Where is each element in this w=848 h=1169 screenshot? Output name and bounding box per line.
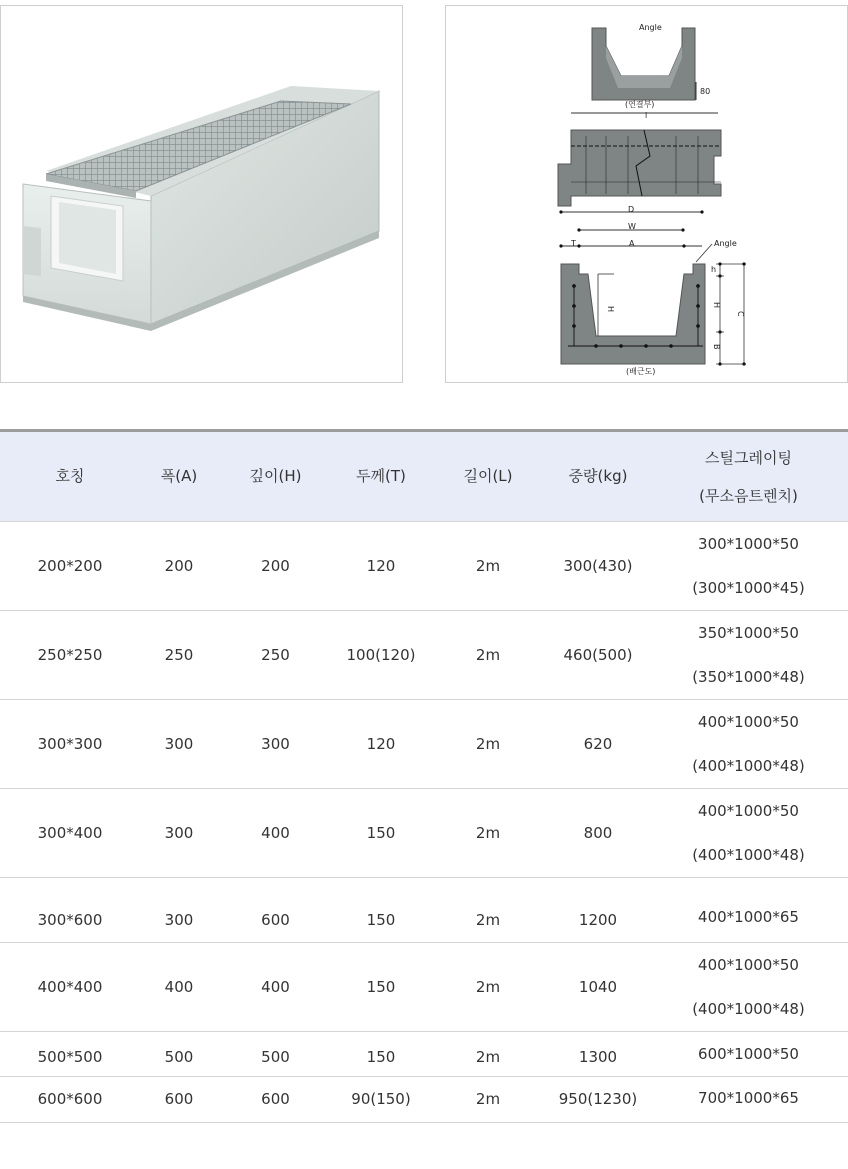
grating-line: (350*1000*48) xyxy=(692,668,805,686)
table-row xyxy=(0,1032,848,1077)
grating-line: (300*1000*45) xyxy=(692,579,805,597)
cell-width: 600 xyxy=(140,1077,218,1123)
cell-length: 2m xyxy=(429,878,547,943)
cell-length: 2m xyxy=(429,1077,547,1123)
dim-h-small-label: h xyxy=(711,265,717,274)
cell-width: 250 xyxy=(140,611,218,700)
cell-thickness: 150 xyxy=(333,1032,429,1077)
cell-weight: 460(500) xyxy=(547,611,649,700)
cell-thickness: 120 xyxy=(333,522,429,611)
cell-weight: 1300 xyxy=(547,1032,649,1077)
cell-depth: 250 xyxy=(218,611,333,700)
cell-name: 300*300 xyxy=(0,700,140,789)
cell-length: 2m xyxy=(429,789,547,878)
table-row xyxy=(0,700,848,789)
caption-bottom: (배근도) xyxy=(626,367,656,376)
cell-width: 300 xyxy=(140,700,218,789)
grating-line: (400*1000*48) xyxy=(692,757,805,775)
cell-name: 400*400 xyxy=(0,943,140,1032)
cell-width: 200 xyxy=(140,522,218,611)
cell-depth: 600 xyxy=(218,878,333,943)
header-row xyxy=(0,431,848,522)
cell-grating xyxy=(649,522,848,611)
cell-depth: 200 xyxy=(218,522,333,611)
cell-depth: 600 xyxy=(218,1077,333,1123)
cell-length: 2m xyxy=(429,611,547,700)
dim-t-label: T xyxy=(571,239,576,248)
dim-l-label: l xyxy=(645,111,648,120)
cell-grating xyxy=(649,611,848,700)
cell-grating xyxy=(649,1032,848,1077)
grating-line: 400*1000*50 xyxy=(698,956,799,974)
cell-grating xyxy=(649,789,848,878)
header-weight: 중량(kg) xyxy=(547,431,649,522)
cell-length: 2m xyxy=(429,1032,547,1077)
table-row xyxy=(0,789,848,878)
cell-weight: 1200 xyxy=(547,878,649,943)
header-thickness: 두께(T) xyxy=(333,431,429,522)
cell-grating xyxy=(649,700,848,789)
table-row xyxy=(0,943,848,1032)
cell-width: 300 xyxy=(140,878,218,943)
cell-depth: 400 xyxy=(218,789,333,878)
trench-section-diagram xyxy=(446,6,848,383)
header-grating-line1: 스틸그레이팅 xyxy=(705,448,792,467)
cell-thickness: 150 xyxy=(333,878,429,943)
dim-d-label: D xyxy=(628,205,635,214)
cell-name: 300*400 xyxy=(0,789,140,878)
cell-thickness: 150 xyxy=(333,789,429,878)
cell-grating xyxy=(649,943,848,1032)
cell-depth: 400 xyxy=(218,943,333,1032)
header-grating-line2: (무소음트렌치) xyxy=(699,486,798,505)
spec-table-body xyxy=(0,522,848,1123)
cell-thickness: 120 xyxy=(333,700,429,789)
dim-b-label: B xyxy=(712,344,721,350)
grating-line: 700*1000*65 xyxy=(698,1088,799,1107)
grating-line: 400*1000*50 xyxy=(698,713,799,731)
header-width: 폭(A) xyxy=(140,431,218,522)
dim-h-label: H xyxy=(606,306,615,313)
cell-name: 300*600 xyxy=(0,878,140,943)
cell-name: 200*200 xyxy=(0,522,140,611)
cell-width: 400 xyxy=(140,943,218,1032)
dim-80-label: 80 xyxy=(700,87,711,96)
header-depth: 깊이(H) xyxy=(218,431,333,522)
cell-name: 250*250 xyxy=(0,611,140,700)
header-grating xyxy=(649,431,848,522)
technical-drawing-frame xyxy=(445,5,848,383)
grating-line: (400*1000*48) xyxy=(692,846,805,864)
dim-h-right-label: H xyxy=(712,302,721,309)
spec-table xyxy=(0,429,848,1123)
cell-weight: 1040 xyxy=(547,943,649,1032)
concrete-trench-with-grating-icon xyxy=(1,6,403,383)
grating-line: 400*1000*65 xyxy=(698,908,799,926)
cell-weight: 800 xyxy=(547,789,649,878)
angle-top-label: Angle xyxy=(639,23,662,32)
cell-length: 2m xyxy=(429,943,547,1032)
cell-width: 300 xyxy=(140,789,218,878)
cell-weight: 300(430) xyxy=(547,522,649,611)
cell-length: 2m xyxy=(429,700,547,789)
angle-bottom-label: Angle xyxy=(714,239,737,248)
table-row xyxy=(0,611,848,700)
table-row xyxy=(0,522,848,611)
cell-length: 2m xyxy=(429,522,547,611)
table-row xyxy=(0,1077,848,1123)
cell-depth: 500 xyxy=(218,1032,333,1077)
header-name: 호칭 xyxy=(0,431,140,522)
caption-top: (연결부) xyxy=(625,100,655,109)
dim-c-label: C xyxy=(736,311,745,317)
cell-grating xyxy=(649,1077,848,1123)
cell-width: 500 xyxy=(140,1032,218,1077)
cell-thickness: 150 xyxy=(333,943,429,1032)
cell-name: 600*600 xyxy=(0,1077,140,1123)
cell-weight: 620 xyxy=(547,700,649,789)
header-length: 길이(L) xyxy=(429,431,547,522)
product-image-frame xyxy=(0,5,403,383)
grating-line: 400*1000*50 xyxy=(698,802,799,820)
grating-line: 300*1000*50 xyxy=(698,535,799,553)
spec-table-head xyxy=(0,431,848,522)
grating-line: (400*1000*48) xyxy=(692,1000,805,1018)
cell-thickness: 100(120) xyxy=(333,611,429,700)
dim-w-label: W xyxy=(628,222,636,231)
cell-weight: 950(1230) xyxy=(547,1077,649,1123)
cell-name: 500*500 xyxy=(0,1032,140,1077)
cell-grating xyxy=(649,878,848,943)
grating-line: 600*1000*50 xyxy=(698,1045,799,1063)
cell-depth: 300 xyxy=(218,700,333,789)
dim-a-label: A xyxy=(629,239,635,248)
cell-thickness: 90(150) xyxy=(333,1077,429,1123)
table-row xyxy=(0,878,848,943)
grating-line: 350*1000*50 xyxy=(698,624,799,642)
